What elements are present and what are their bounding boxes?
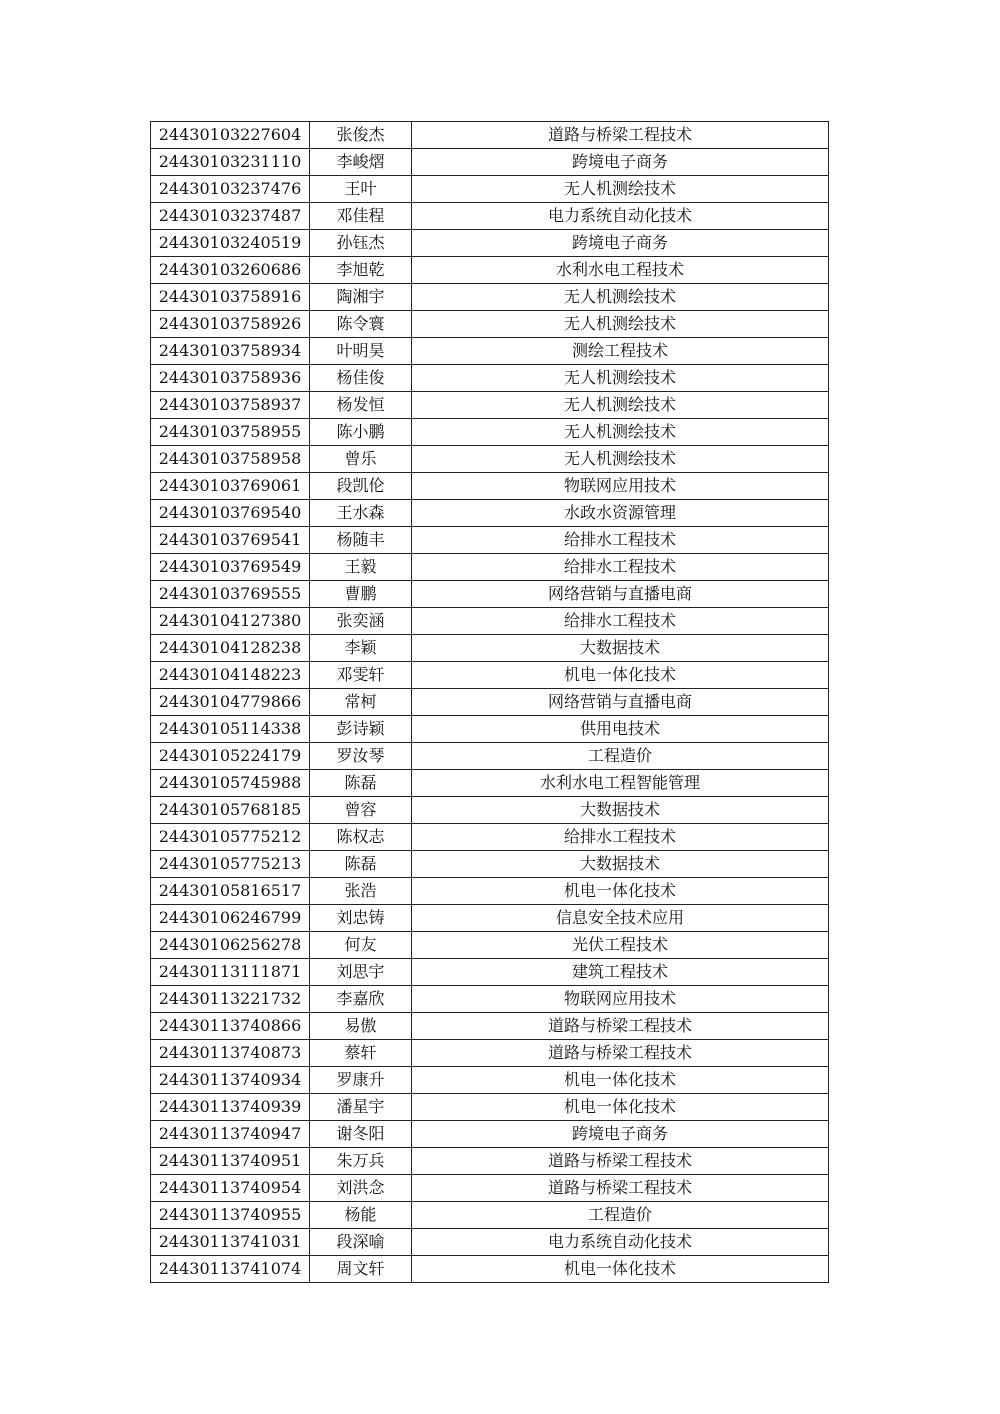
table-row bbox=[151, 1040, 829, 1067]
major-cell: 工程造价 bbox=[412, 1202, 829, 1229]
major-cell: 水利水电工程智能管理 bbox=[412, 770, 829, 797]
table-row bbox=[151, 851, 829, 878]
table-row bbox=[151, 527, 829, 554]
exam-number-cell: 24430105745988 bbox=[151, 770, 310, 797]
exam-number-cell: 24430104148223 bbox=[151, 662, 310, 689]
table-row bbox=[151, 230, 829, 257]
student-name-cell: 常柯 bbox=[310, 689, 412, 716]
exam-number-cell: 24430103237476 bbox=[151, 176, 310, 203]
major-cell: 大数据技术 bbox=[412, 797, 829, 824]
table-row bbox=[151, 1202, 829, 1229]
major-cell: 给排水工程技术 bbox=[412, 824, 829, 851]
student-name-cell: 张奕涵 bbox=[310, 608, 412, 635]
table-row bbox=[151, 1094, 829, 1121]
major-cell: 跨境电子商务 bbox=[412, 1121, 829, 1148]
exam-number-cell: 24430113111871 bbox=[151, 959, 310, 986]
exam-number-cell: 24430103758937 bbox=[151, 392, 310, 419]
table-row bbox=[151, 419, 829, 446]
exam-number-cell: 24430103769061 bbox=[151, 473, 310, 500]
major-cell: 无人机测绘技术 bbox=[412, 284, 829, 311]
table-row bbox=[151, 959, 829, 986]
student-name-cell: 叶明昊 bbox=[310, 338, 412, 365]
table-row bbox=[151, 1067, 829, 1094]
student-name-cell: 李嘉欣 bbox=[310, 986, 412, 1013]
student-name-cell: 蔡轩 bbox=[310, 1040, 412, 1067]
student-name-cell: 何友 bbox=[310, 932, 412, 959]
major-cell: 机电一体化技术 bbox=[412, 1094, 829, 1121]
table-row bbox=[151, 284, 829, 311]
exam-number-cell: 24430104779866 bbox=[151, 689, 310, 716]
student-name-cell: 陈磊 bbox=[310, 770, 412, 797]
table-row bbox=[151, 122, 829, 149]
student-name-cell: 陈权志 bbox=[310, 824, 412, 851]
major-cell: 大数据技术 bbox=[412, 851, 829, 878]
exam-number-cell: 24430103769555 bbox=[151, 581, 310, 608]
table-row bbox=[151, 1175, 829, 1202]
exam-number-cell: 24430105768185 bbox=[151, 797, 310, 824]
exam-number-cell: 24430103758955 bbox=[151, 419, 310, 446]
student-name-cell: 李旭乾 bbox=[310, 257, 412, 284]
table-row bbox=[151, 203, 829, 230]
exam-number-cell: 24430113740873 bbox=[151, 1040, 310, 1067]
major-cell: 无人机测绘技术 bbox=[412, 446, 829, 473]
table-row bbox=[151, 311, 829, 338]
student-name-cell: 刘洪念 bbox=[310, 1175, 412, 1202]
exam-number-cell: 24430113740866 bbox=[151, 1013, 310, 1040]
major-cell: 道路与桥梁工程技术 bbox=[412, 1013, 829, 1040]
exam-number-cell: 24430103260686 bbox=[151, 257, 310, 284]
table-row bbox=[151, 932, 829, 959]
exam-number-cell: 24430103769541 bbox=[151, 527, 310, 554]
table-row bbox=[151, 743, 829, 770]
exam-number-cell: 24430103227604 bbox=[151, 122, 310, 149]
student-name-cell: 谢冬阳 bbox=[310, 1121, 412, 1148]
roster-body bbox=[151, 122, 829, 1283]
table-row bbox=[151, 257, 829, 284]
major-cell: 测绘工程技术 bbox=[412, 338, 829, 365]
table-row bbox=[151, 635, 829, 662]
table-row bbox=[151, 581, 829, 608]
exam-number-cell: 24430105224179 bbox=[151, 743, 310, 770]
student-name-cell: 易傲 bbox=[310, 1013, 412, 1040]
exam-number-cell: 24430106256278 bbox=[151, 932, 310, 959]
table-row bbox=[151, 1013, 829, 1040]
student-name-cell: 李颖 bbox=[310, 635, 412, 662]
table-row bbox=[151, 1148, 829, 1175]
table-row bbox=[151, 554, 829, 581]
table-row bbox=[151, 392, 829, 419]
major-cell: 机电一体化技术 bbox=[412, 662, 829, 689]
major-cell: 无人机测绘技术 bbox=[412, 419, 829, 446]
table-row bbox=[151, 1121, 829, 1148]
student-roster-table bbox=[150, 121, 829, 1283]
student-name-cell: 张俊杰 bbox=[310, 122, 412, 149]
major-cell: 物联网应用技术 bbox=[412, 473, 829, 500]
major-cell: 无人机测绘技术 bbox=[412, 392, 829, 419]
major-cell: 无人机测绘技术 bbox=[412, 365, 829, 392]
student-name-cell: 朱万兵 bbox=[310, 1148, 412, 1175]
exam-number-cell: 24430113740934 bbox=[151, 1067, 310, 1094]
student-name-cell: 段深喻 bbox=[310, 1229, 412, 1256]
student-name-cell: 陈令寰 bbox=[310, 311, 412, 338]
student-name-cell: 杨佳俊 bbox=[310, 365, 412, 392]
exam-number-cell: 24430106246799 bbox=[151, 905, 310, 932]
exam-number-cell: 24430113740951 bbox=[151, 1148, 310, 1175]
table-row bbox=[151, 986, 829, 1013]
table-row bbox=[151, 446, 829, 473]
exam-number-cell: 24430103769540 bbox=[151, 500, 310, 527]
table-row bbox=[151, 662, 829, 689]
student-name-cell: 曹鹏 bbox=[310, 581, 412, 608]
student-name-cell: 张浩 bbox=[310, 878, 412, 905]
exam-number-cell: 24430104128238 bbox=[151, 635, 310, 662]
student-name-cell: 曾乐 bbox=[310, 446, 412, 473]
student-name-cell: 罗康升 bbox=[310, 1067, 412, 1094]
major-cell: 机电一体化技术 bbox=[412, 1067, 829, 1094]
table-row bbox=[151, 878, 829, 905]
major-cell: 给排水工程技术 bbox=[412, 527, 829, 554]
exam-number-cell: 24430103758936 bbox=[151, 365, 310, 392]
table-row bbox=[151, 1229, 829, 1256]
student-name-cell: 陶湘宇 bbox=[310, 284, 412, 311]
student-name-cell: 罗汝琴 bbox=[310, 743, 412, 770]
exam-number-cell: 24430103237487 bbox=[151, 203, 310, 230]
major-cell: 给排水工程技术 bbox=[412, 554, 829, 581]
exam-number-cell: 24430103758916 bbox=[151, 284, 310, 311]
major-cell: 光伏工程技术 bbox=[412, 932, 829, 959]
exam-number-cell: 24430103758958 bbox=[151, 446, 310, 473]
exam-number-cell: 24430103758926 bbox=[151, 311, 310, 338]
major-cell: 道路与桥梁工程技术 bbox=[412, 1040, 829, 1067]
exam-number-cell: 24430113740954 bbox=[151, 1175, 310, 1202]
table-row bbox=[151, 1256, 829, 1283]
exam-number-cell: 24430105775213 bbox=[151, 851, 310, 878]
exam-number-cell: 24430113740947 bbox=[151, 1121, 310, 1148]
student-name-cell: 潘星宇 bbox=[310, 1094, 412, 1121]
exam-number-cell: 24430105816517 bbox=[151, 878, 310, 905]
major-cell: 机电一体化技术 bbox=[412, 878, 829, 905]
major-cell: 网络营销与直播电商 bbox=[412, 581, 829, 608]
student-name-cell: 彭诗颖 bbox=[310, 716, 412, 743]
table-row bbox=[151, 689, 829, 716]
major-cell: 机电一体化技术 bbox=[412, 1256, 829, 1283]
major-cell: 跨境电子商务 bbox=[412, 230, 829, 257]
table-row bbox=[151, 473, 829, 500]
major-cell: 网络营销与直播电商 bbox=[412, 689, 829, 716]
student-name-cell: 杨能 bbox=[310, 1202, 412, 1229]
major-cell: 电力系统自动化技术 bbox=[412, 1229, 829, 1256]
table-row bbox=[151, 365, 829, 392]
major-cell: 物联网应用技术 bbox=[412, 986, 829, 1013]
student-name-cell: 陈磊 bbox=[310, 851, 412, 878]
major-cell: 水利水电工程技术 bbox=[412, 257, 829, 284]
major-cell: 无人机测绘技术 bbox=[412, 176, 829, 203]
exam-number-cell: 24430105775212 bbox=[151, 824, 310, 851]
table-row bbox=[151, 905, 829, 932]
major-cell: 跨境电子商务 bbox=[412, 149, 829, 176]
exam-number-cell: 24430113740939 bbox=[151, 1094, 310, 1121]
table-row bbox=[151, 716, 829, 743]
major-cell: 水政水资源管理 bbox=[412, 500, 829, 527]
table-row bbox=[151, 797, 829, 824]
exam-number-cell: 24430113741031 bbox=[151, 1229, 310, 1256]
major-cell: 给排水工程技术 bbox=[412, 608, 829, 635]
major-cell: 大数据技术 bbox=[412, 635, 829, 662]
student-name-cell: 王叶 bbox=[310, 176, 412, 203]
exam-number-cell: 24430103240519 bbox=[151, 230, 310, 257]
table-row bbox=[151, 770, 829, 797]
student-name-cell: 刘忠铸 bbox=[310, 905, 412, 932]
student-name-cell: 段凯伦 bbox=[310, 473, 412, 500]
table-row bbox=[151, 338, 829, 365]
student-name-cell: 陈小鹏 bbox=[310, 419, 412, 446]
major-cell: 电力系统自动化技术 bbox=[412, 203, 829, 230]
major-cell: 建筑工程技术 bbox=[412, 959, 829, 986]
student-name-cell: 王水森 bbox=[310, 500, 412, 527]
student-name-cell: 邓雯轩 bbox=[310, 662, 412, 689]
table-row bbox=[151, 149, 829, 176]
table-row bbox=[151, 824, 829, 851]
exam-number-cell: 24430103769549 bbox=[151, 554, 310, 581]
student-name-cell: 孙钰杰 bbox=[310, 230, 412, 257]
exam-number-cell: 24430113741074 bbox=[151, 1256, 310, 1283]
major-cell: 工程造价 bbox=[412, 743, 829, 770]
student-name-cell: 杨发恒 bbox=[310, 392, 412, 419]
exam-number-cell: 24430103231110 bbox=[151, 149, 310, 176]
exam-number-cell: 24430113221732 bbox=[151, 986, 310, 1013]
major-cell: 道路与桥梁工程技术 bbox=[412, 122, 829, 149]
table-row bbox=[151, 176, 829, 203]
major-cell: 道路与桥梁工程技术 bbox=[412, 1175, 829, 1202]
major-cell: 信息安全技术应用 bbox=[412, 905, 829, 932]
exam-number-cell: 24430105114338 bbox=[151, 716, 310, 743]
table-row bbox=[151, 500, 829, 527]
student-name-cell: 杨随丰 bbox=[310, 527, 412, 554]
student-name-cell: 王毅 bbox=[310, 554, 412, 581]
major-cell: 供用电技术 bbox=[412, 716, 829, 743]
exam-number-cell: 24430104127380 bbox=[151, 608, 310, 635]
exam-number-cell: 24430103758934 bbox=[151, 338, 310, 365]
student-name-cell: 邓佳程 bbox=[310, 203, 412, 230]
student-name-cell: 周文轩 bbox=[310, 1256, 412, 1283]
exam-number-cell: 24430113740955 bbox=[151, 1202, 310, 1229]
major-cell: 无人机测绘技术 bbox=[412, 311, 829, 338]
student-name-cell: 李峻熠 bbox=[310, 149, 412, 176]
table-row bbox=[151, 608, 829, 635]
student-name-cell: 刘思宇 bbox=[310, 959, 412, 986]
student-name-cell: 曾容 bbox=[310, 797, 412, 824]
major-cell: 道路与桥梁工程技术 bbox=[412, 1148, 829, 1175]
